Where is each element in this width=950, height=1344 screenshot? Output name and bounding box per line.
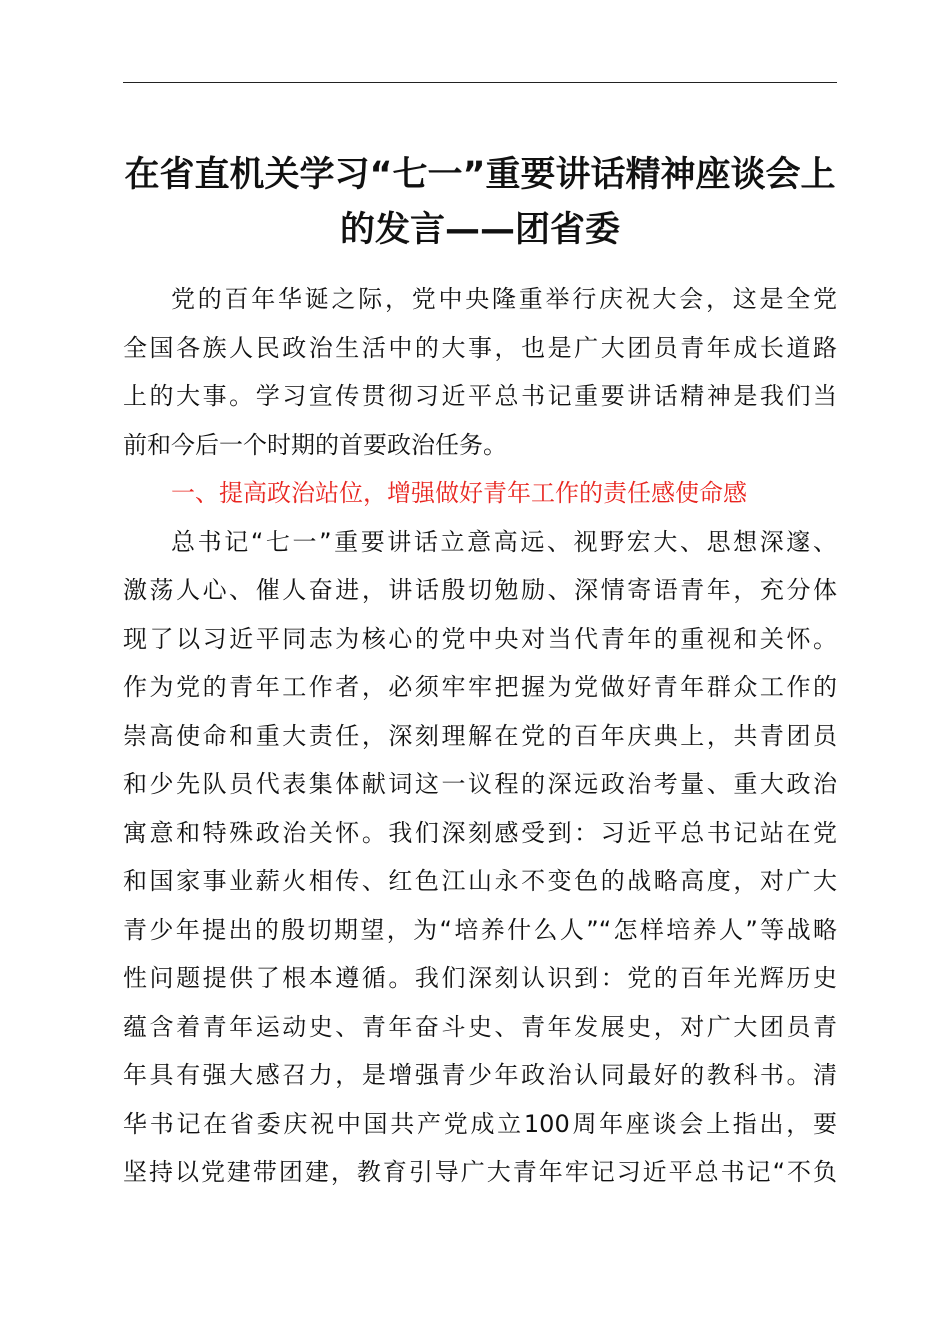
paragraph-line: 坚持以党建带团建，教育引导广大青年牢记习近平总书记“不负 xyxy=(123,1158,837,1186)
paragraph-line: 前和今后一个时期的首要政治任务。 xyxy=(123,430,507,459)
section-paragraph xyxy=(123,518,837,1197)
paragraph-line: 华书记在省委庆祝中国共产党成立100周年座谈会上指出，要 xyxy=(123,1109,837,1138)
paragraph-line: 年具有强大感召力，是增强青少年政治认同最好的教科书。清 xyxy=(123,1061,837,1089)
document-body xyxy=(123,275,837,1197)
paragraph-line: 性问题提供了根本遵循。我们深刻认识到：党的百年光辉历史 xyxy=(123,964,837,992)
title-line-2: 的发言——团省委 xyxy=(339,210,620,250)
paragraph-line: 总书记“七一”重要讲话立意高远、视野宏大、思想深邃、 xyxy=(171,527,837,556)
paragraph-line: 上的大事。学习宣传贯彻习近平总书记重要讲话精神是我们当 xyxy=(123,382,837,410)
section-heading: 一、提高政治站位，增强做好青年工作的责任感使命感 xyxy=(171,479,747,507)
paragraph-line: 崇高使命和重大责任，深刻理解在党的百年庆典上，共青团员 xyxy=(123,721,837,750)
paragraph-line: 党的百年华诞之际，党中央隆重举行庆祝大会，这是全党 xyxy=(171,285,837,313)
document-title xyxy=(118,148,842,258)
intro-paragraph xyxy=(123,275,837,469)
paragraph-line: 激荡人心、催人奋进，讲话殷切勉励、深情寄语青年，充分体 xyxy=(123,576,837,604)
paragraph-line: 和少先队员代表集体献词这一议程的深远政治考量、重大政治 xyxy=(123,770,837,798)
title-line-1: 在省直机关学习“七一”重要讲话精神座谈会上 xyxy=(124,155,836,195)
paragraph-line: 蕴含着青年运动史、青年奋斗史、青年发展史，对广大团员青 xyxy=(123,1012,837,1041)
paragraph-line: 青少年提出的殷切期望，为“培养什么人”“怎样培养人”等战略 xyxy=(123,915,837,944)
paragraph-line: 全国各族人民政治生活中的大事，也是广大团员青年成长道路 xyxy=(123,333,837,362)
paragraph-line: 和国家事业薪火相传、红色江山永不变色的战略高度，对广大 xyxy=(123,867,837,895)
paragraph-line: 作为党的青年工作者，必须牢牢把握为党做好青年群众工作的 xyxy=(123,673,837,701)
paragraph-line: 现了以习近平同志为核心的党中央对当代青年的重视和关怀。 xyxy=(123,624,837,653)
header-rule xyxy=(123,82,837,83)
paragraph-line: 寓意和特殊政治关怀。我们深刻感受到：习近平总书记站在党 xyxy=(123,818,837,847)
